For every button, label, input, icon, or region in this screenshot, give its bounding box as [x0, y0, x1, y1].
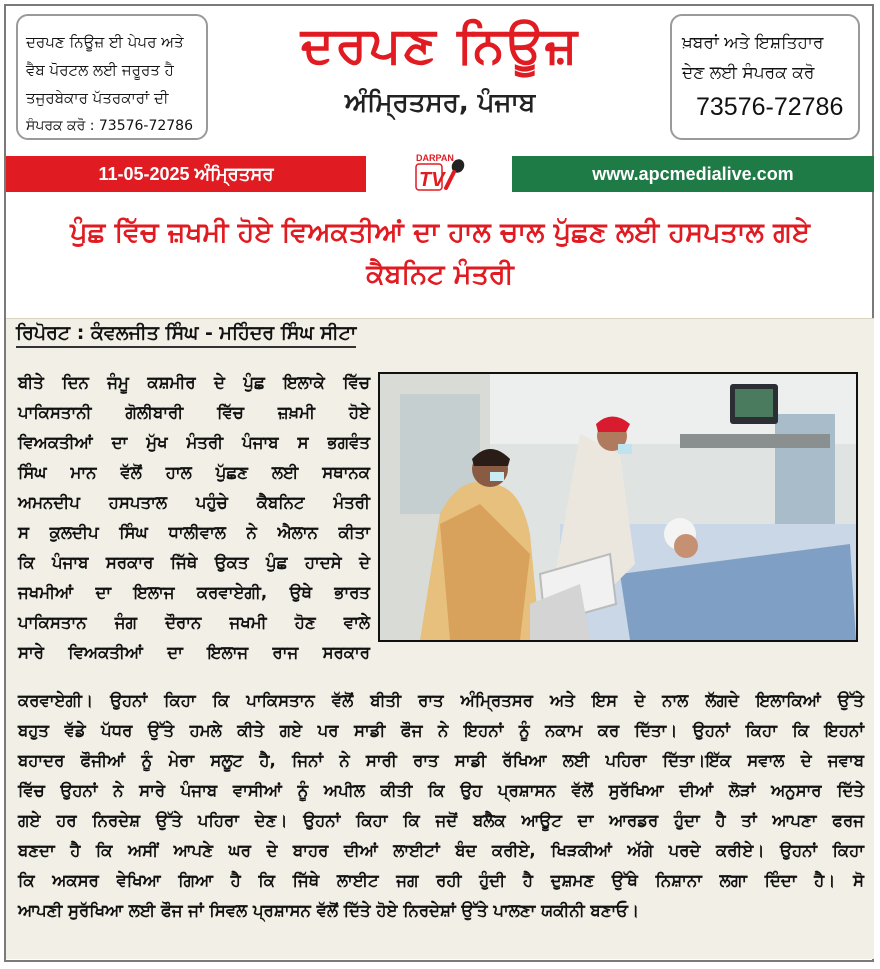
- article-line: ਬਣਦਾ ਹੈ ਕਿ ਅਸੀਂ ਆਪਣੇ ਘਰ ਦੇ ਬਾਹਰ ਦੀਆਂ ਲਾਈਟਾਂ ਬੰਦ ਕਰੀਏ, ਖਿੜਕੀਆਂ ਅੱਗੇ ਪਰਦੇ ਕਰੀਏ। ਉਹਨਾਂ ਕਿਹਾ: [18, 841, 864, 860]
- recruitment-line: ਦਰਪਣ ਨਿਊਜ਼ ਈ ਪੇਪਰ ਅਤੇ: [26, 33, 184, 51]
- headline-line: ਪੁੰਛ ਵਿੱਚ ਜ਼ਖਮੀ ਹੋਏ ਵਿਅਕਤੀਆਂ ਦਾ ਹਾਲ ਚਾਲ ਪੁੱਛਣ ਲਈ ਹਸਪਤਾਲ ਗਏ: [70, 217, 810, 248]
- hospital-visit-photo: [378, 372, 858, 642]
- newspaper-title: ਦਰਪਣ ਨਿਊਜ਼: [300, 16, 580, 74]
- article-line: ਕਿ ਅਕਸਰ ਵੇਖਿਆ ਗਿਆ ਹੈ ਕਿ ਜਿੱਥੇ ਲਾਈਟ ਜਗ ਰਹੀ ਹੁੰਦੀ ਹੈ ਦੁਸ਼ਮਣ ਉੱਥੇ ਨਿਸ਼ਾਨਾ ਲਗਾ ਦਿੰਦਾ ਹੈ। ਸੋ: [18, 871, 864, 890]
- article-column: [18, 368, 370, 668]
- article-line: ਕਰਵਾਏਗੀ। ਉਹਨਾਂ ਕਿਹਾ ਕਿ ਪਾਕਿਸਤਾਨ ਵੱਲੋਂ ਬੀਤੀ ਰਾਤ ਅੰਮ੍ਰਿਤਸਰ ਅਤੇ ਇਸ ਦੇ ਨਾਲ ਲੱਗਦੇ ਇਲਾਕਿਆਂ ਉੱਤੇ: [18, 691, 864, 710]
- logo-top-text: DARPAN: [416, 153, 454, 163]
- article-line: ਜਖਮੀਆਂ ਦਾ ਇਲਾਜ ਕਰਵਾਏਗੀ, ਉਥੇ ਭਾਰਤ: [18, 583, 370, 602]
- date-bar: 11-05-2025 ਅੰਮ੍ਰਿਤਸਰ: [6, 156, 366, 192]
- website-link[interactable]: www.apcmedialive.com: [512, 156, 874, 192]
- article-line: ਅਮਨਦੀਪ ਹਸਪਤਾਲ ਪਹੁੰਚੇ ਕੈਬਨਿਟ ਮੰਤਰੀ: [18, 493, 370, 512]
- newspaper-location: ਅੰਮ੍ਰਿਤਸਰ, ਪੰਜਾਬ: [344, 88, 536, 118]
- headline-line: ਕੈਬਨਿਟ ਮੰਤਰੀ: [366, 259, 514, 290]
- photo-illustration: [380, 374, 856, 640]
- article-line: ਬਹੁਤ ਵੱਡੇ ਪੱਧਰ ਉੱਤੇ ਹਮਲੇ ਕੀਤੇ ਗਏ ਪਰ ਸਾਡੀ ਫੌਜ ਨੇ ਇਹਨਾਂ ਨੂੰ ਨਕਾਮ ਕਰ ਦਿੱਤਾ। ਉਹਨਾਂ ਕਿਹਾ ਕਿ ਇਹਨਾਂ: [18, 721, 864, 740]
- article-line: ਵਿੱਚ ਉਹਨਾਂ ਨੇ ਸਾਰੇ ਪੰਜਾਬ ਵਾਸੀਆਂ ਨੂੰ ਅਪੀਲ ਕੀਤੀ ਕਿ ਉਹ ਪ੍ਰਸ਼ਾਸਨ ਵੱਲੋਂ ਸੁਰੱਖਿਆ ਦੀਆਂ ਲੋੜਾਂ ਅਨੁਸਾਰ ਦਿੱਤੇ: [18, 781, 864, 800]
- byline: ਰਿਪੋਰਟ : ਕੰਵਲਜੀਤ ਸਿੰਘ - ਮਹਿੰਦਰ ਸਿੰਘ ਸੀਟਾ: [16, 322, 356, 348]
- article-line: ਆਪਣੀ ਸੁਰੱਖਿਆ ਲਈ ਫੌਜ ਜਾਂ ਸਿਵਲ ਪ੍ਰਸ਼ਾਸਨ ਵੱਲੋਂ ਦਿੱਤੇ ਹੋਏ ਨਿਰਦੇਸ਼ਾਂ ਉੱਤੇ ਪਾਲਣਾ ਯਕੀਨੀ ਬਣਾਓ।: [18, 901, 640, 920]
- headline: [10, 212, 870, 296]
- advert-line: ਖ਼ਬਰਾਂ ਅਤੇ ਇਸ਼ਤਿਹਾਰ: [682, 33, 824, 53]
- advert-phone: 73576-72786: [696, 93, 844, 121]
- article-line: ਸਾਰੇ ਵਿਅਕਤੀਆਂ ਦਾ ਇਲਾਜ ਰਾਜ ਸਰਕਾਰ: [18, 643, 370, 662]
- article-line: ਬਹਾਦਰ ਫੌਜੀਆਂ ਨੂੰ ਮੇਰਾ ਸਲੂਟ ਹੈ, ਜਿਨਾਂ ਨੇ ਸਾਰੀ ਰਾਤ ਸਾਡੀ ਰੱਖਿਆ ਲਈ ਪਹਿਰਾ ਦਿੱਤਾ।ਇੱਕ ਸਵਾਲ ਦੇ ਜਵਾਬ: [18, 751, 864, 770]
- article-line: ਗਏ ਹਰ ਨਿਰਦੇਸ਼ ਉੱਤੇ ਪਹਿਰਾ ਦੇਣ। ਉਹਨਾਂ ਕਿਹਾ ਕਿ ਜਦੋਂ ਬਲੈਕ ਆਊਟ ਦਾ ਆਰਡਰ ਹੁੰਦਾ ਹੈ ਤਾਂ ਆਪਣਾ ਫਰਜ: [18, 811, 864, 830]
- article-line: ਪਾਕਿਸਤਾਨ ਜੰਗ ਦੌਰਾਨ ਜਖਮੀ ਹੋਣ ਵਾਲੇ: [18, 613, 370, 632]
- advert-contact-box: [670, 14, 860, 140]
- recruitment-notice-box: [16, 14, 208, 140]
- article-line: ਵਿਅਕਤੀਆਂ ਦਾ ਮੁੱਖ ਮੰਤਰੀ ਪੰਜਾਬ ਸ ਭਗਵੰਤ: [18, 433, 370, 452]
- article-line: ਕਿ ਪੰਜਾਬ ਸਰਕਾਰ ਜਿੱਥੇ ਉਕਤ ਪੁੰਛ ਹਾਦਸੇ ਦੇ: [18, 553, 370, 572]
- masthead: [220, 10, 660, 126]
- advert-line: ਦੇਣ ਲਈ ਸੰਪਰਕ ਕਰੋ: [682, 63, 815, 83]
- recruitment-line: ਵੈਬ ਪੋਰਟਲ ਲਈ ਜਰੂਰਤ ਹੈ: [26, 61, 174, 79]
- article-body: [18, 686, 864, 926]
- article-line: ਪਾਕਿਸਤਾਨੀ ਗੋਲੀਬਾਰੀ ਵਿੱਚ ਜ਼ਖ਼ਮੀ ਹੋਏ: [18, 403, 370, 422]
- recruitment-line: ਤਜੁਰਬੇਕਾਰ ਪੱਤਰਕਾਰਾਂ ਦੀ: [26, 89, 169, 107]
- logo-tv-text: TV: [419, 169, 445, 191]
- article-line: ਬੀਤੇ ਦਿਨ ਜੰਮੂ ਕਸ਼ਮੀਰ ਦੇ ਪੁੰਛ ਇਲਾਕੇ ਵਿੱਚ: [18, 373, 370, 392]
- article-line: ਸਿੰਘ ਮਾਨ ਵੱਲੋਂ ਹਾਲ ਪੁੱਛਣ ਲਈ ਸਥਾਨਕ: [18, 463, 370, 482]
- darpan-tv-logo: [410, 150, 470, 196]
- recruitment-contact: ਸੰਪਰਕ ਕਰੋ : 73576-72786: [26, 118, 194, 134]
- article-line: ਸ ਕੁਲਦੀਪ ਸਿੰਘ ਧਾਲੀਵਾਲ ਨੇ ਐਲਾਨ ਕੀਤਾ: [18, 523, 370, 542]
